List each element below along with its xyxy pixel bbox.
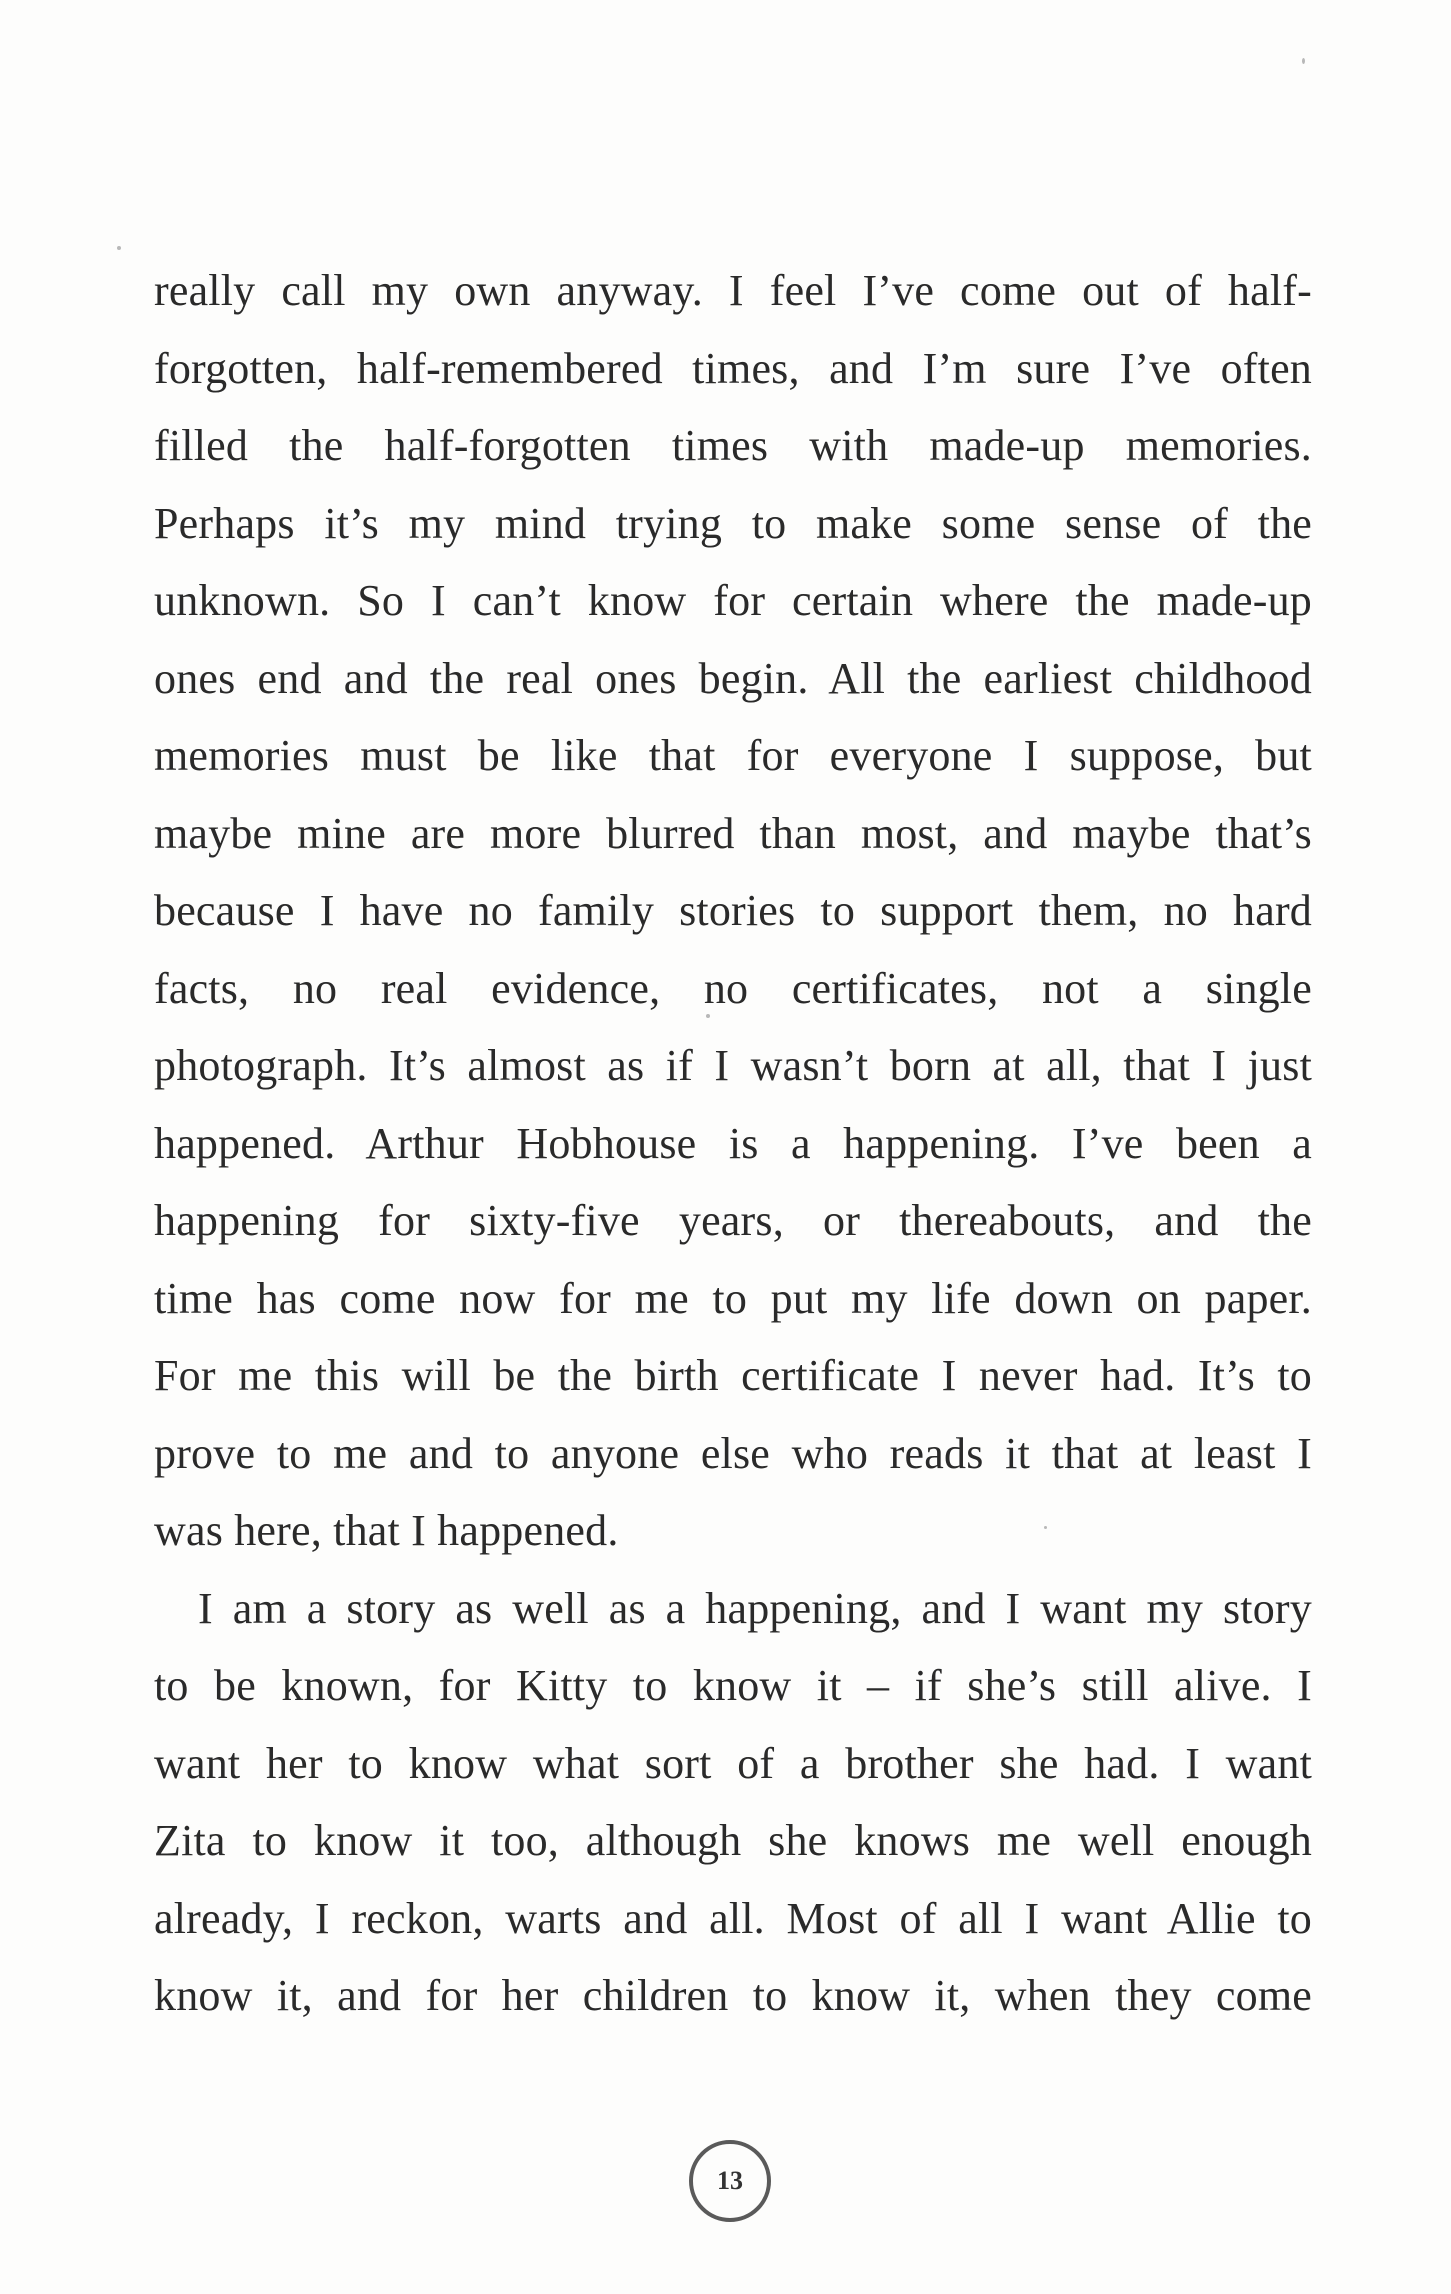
paper-speck: [117, 246, 121, 250]
text-line: photograph. It’s almost as if I wasn’t born at all, that I just: [154, 1041, 1312, 1090]
text-line: memories must be like that for everyone I suppose, but: [154, 731, 1312, 780]
text-line: filled the half-forgotten times with made-up memories.: [154, 421, 1312, 470]
page-number: 13: [689, 2140, 771, 2222]
paper-speck: [1302, 58, 1305, 64]
text-line: want her to know what sort of a brother she had. I want: [154, 1738, 1312, 1788]
text-line: I am a story as well as a happening, and I want my story: [198, 1583, 1312, 1633]
body-text: [154, 252, 1312, 2035]
paragraph-2: [154, 1570, 1312, 2035]
text-line: forgotten, half-remembered times, and I’m sure I’ve often: [154, 343, 1312, 393]
text-line: to be known, for Kitty to know it – if she’s still alive. I: [154, 1661, 1312, 1710]
text-line: Perhaps it’s my mind trying to make some sense of the: [154, 498, 1312, 548]
text-line: prove to me and to anyone else who reads it that at least I: [154, 1428, 1312, 1478]
text-line: already, I reckon, warts and all. Most of all I want Allie to: [154, 1893, 1312, 1943]
text-line: know it, and for her children to know it, when they come: [154, 1971, 1312, 2020]
text-line: Zita to know it too, although she knows me well enough: [154, 1816, 1312, 1865]
text-line: unknown. So I can’t know for certain where the made-up: [154, 576, 1312, 625]
text-line: ones end and the real ones begin. All the earliest childhood: [154, 653, 1312, 703]
text-line: happening for sixty-five years, or thereabouts, and the: [154, 1196, 1312, 1245]
text-line: For me this will be the birth certificate I never had. It’s to: [154, 1351, 1312, 1400]
text-line: was here, that I happened.: [154, 1506, 619, 1555]
text-line: because I have no family stories to support them, no hard: [154, 886, 1312, 935]
text-line: really call my own anyway. I feel I’ve come out of half-: [154, 266, 1312, 315]
text-line: happened. Arthur Hobhouse is a happening. I’ve been a: [154, 1118, 1312, 1168]
text-line: facts, no real evidence, no certificates, not a single: [154, 963, 1312, 1013]
text-line: maybe mine are more blurred than most, and maybe that’s: [154, 808, 1312, 858]
text-line: time has come now for me to put my life down on paper.: [154, 1273, 1312, 1323]
paragraph-1: [154, 252, 1312, 1570]
